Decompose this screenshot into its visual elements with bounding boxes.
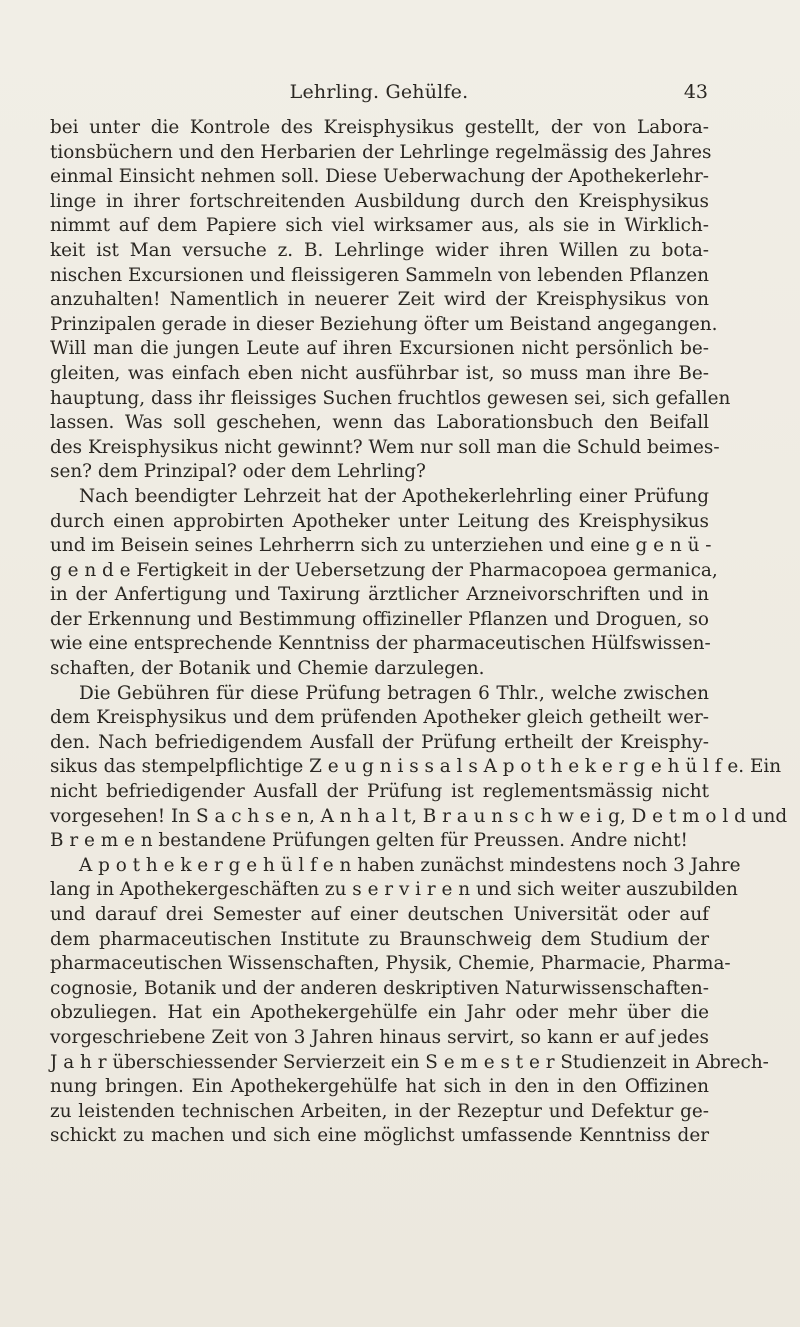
text-line: nung bringen. Ein Apothekergehülfe hat sich in den in den Offizinen [50, 1076, 709, 1098]
text-line: Nach beendigter Lehrzeit hat der Apothekerlehrling einer Prüfung [79, 485, 709, 507]
text-line: bei unter die Kontrole des Kreisphysikus gestellt, der von Labora- [50, 117, 709, 138]
text-line: lang in Apothekergeschäften zu s e r v i r e n und sich weiter auszubilden [50, 879, 738, 901]
page-number: 43 [683, 81, 708, 103]
text-line: anzuhalten! Namentlich in neuerer Zeit wird der Kreisphysikus von [50, 289, 709, 311]
text-line: sikus das stempelpflichtige Z e u g n i s s a l s A p o t h e k e r g e h ü l f e. Ein [50, 756, 782, 778]
text-line: Die Gebühren für diese Prüfung betragen 6 Thlr., welche zwischen [79, 682, 709, 704]
text-line: Will man die jungen Leute auf ihren Excursionen nicht persönlich be- [50, 338, 709, 360]
text-line: in der Anfertigung und Taxirung ärztlicher Arzneivorschriften und in [50, 584, 709, 606]
text-line: zu leistenden technischen Arbeiten, in der Rezeptur und Defektur ge- [50, 1100, 709, 1122]
text-line: vorgeschriebene Zeit von 3 Jahren hinaus servirt, so kann er auf jedes [50, 1026, 709, 1048]
text-line: der Erkennung und Bestimmung offizineller Pflanzen und Droguen, so [50, 608, 709, 630]
body-text [50, 116, 788, 1149]
text-line: cognosie, Botanik und der anderen deskriptiven Naturwissenschaften- [50, 977, 709, 999]
text-line: Prinzipalen gerade in dieser Beziehung öfter um Beistand angegangen. [50, 313, 718, 335]
text-line: B r e m e n bestandene Prüfungen gelten für Preussen. Andre nicht! [50, 830, 688, 852]
running-title: Lehrling. Gehülfe. [289, 81, 469, 103]
text-line: obzuliegen. Hat ein Apothekergehülfe ein Jahr oder mehr über die [50, 1002, 709, 1024]
text-line: durch einen approbirten Apotheker unter Leitung des Kreisphysikus [50, 510, 709, 532]
text-line: schaften, der Botanik und Chemie darzulegen. [50, 658, 485, 680]
text-line: einmal Einsicht nehmen soll. Diese Ueberwachung der Apothekerlehr- [50, 166, 709, 188]
text-line: hauptung, dass ihr fleissiges Suchen fruchtlos gewesen sei, sich gefallen [50, 387, 731, 409]
text-line: und darauf drei Semester auf einer deutschen Universität oder auf [50, 904, 709, 925]
text-line: A p o t h e k e r g e h ü l f e n haben zunächst mindestens noch 3 Jahre [79, 854, 741, 876]
text-line: lassen. Was soll geschehen, wenn das Laborationsbuch den Beifall [50, 412, 709, 434]
text-line: dem pharmaceutischen Institute zu Braunschweig dem Studium der [50, 928, 709, 950]
text-line: vorgesehen! In S a c h s e n, A n h a l t, B r a u n s c h w e i g, D e t m o l d und [50, 805, 788, 827]
text-line: und im Beisein seines Lehrherrn sich zu unterziehen und eine g e n ü - [50, 535, 712, 557]
text-line: tionsbüchern und den Herbarien der Lehrlinge regelmässig des Jahres [50, 141, 712, 163]
text-line: wie eine entsprechende Kenntniss der pharmaceutischen Hülfswissen- [50, 633, 711, 655]
text-line: schickt zu machen und sich eine möglichst umfassende Kenntniss der [50, 1125, 709, 1147]
text-line: des Kreisphysikus nicht gewinnt? Wem nur soll man die Schuld beimes- [50, 436, 720, 458]
text-line: gleiten, was einfach eben nicht ausführbar ist, so muss man ihre Be- [50, 362, 709, 384]
text-line: sen? dem Prinzipal? oder dem Lehrling? [50, 461, 426, 483]
text-line: linge in ihrer fortschreitenden Ausbildung durch den Kreisphysikus [50, 190, 709, 212]
text-line: nicht befriedigender Ausfall der Prüfung ist reglementsmässig nicht [50, 781, 709, 803]
text-line: g e n d e Fertigkeit in der Uebersetzung der Pharmacopoea germanica, [50, 559, 718, 581]
text-line: den. Nach befriedigendem Ausfall der Prüfung ertheilt der Kreisphy- [50, 731, 709, 753]
text-line: keit ist Man versuche z. B. Lehrlinge wider ihren Willen zu bota- [50, 239, 709, 261]
text-line: dem Kreisphysikus und dem prüfenden Apotheker gleich getheilt wer- [50, 707, 709, 729]
text-line: nischen Excursionen und fleissigeren Sammeln von lebenden Pflanzen [50, 264, 709, 286]
page-header [50, 81, 708, 111]
text-line: pharmaceutischen Wissenschaften, Physik, Chemie, Pharmacie, Pharma- [50, 953, 731, 975]
text-line: nimmt auf dem Papiere sich viel wirksamer aus, als sie in Wirklich- [50, 215, 709, 237]
text-line: J a h r überschiessender Servierzeit ein S e m e s t e r Studienzeit in Abrech- [50, 1051, 769, 1073]
